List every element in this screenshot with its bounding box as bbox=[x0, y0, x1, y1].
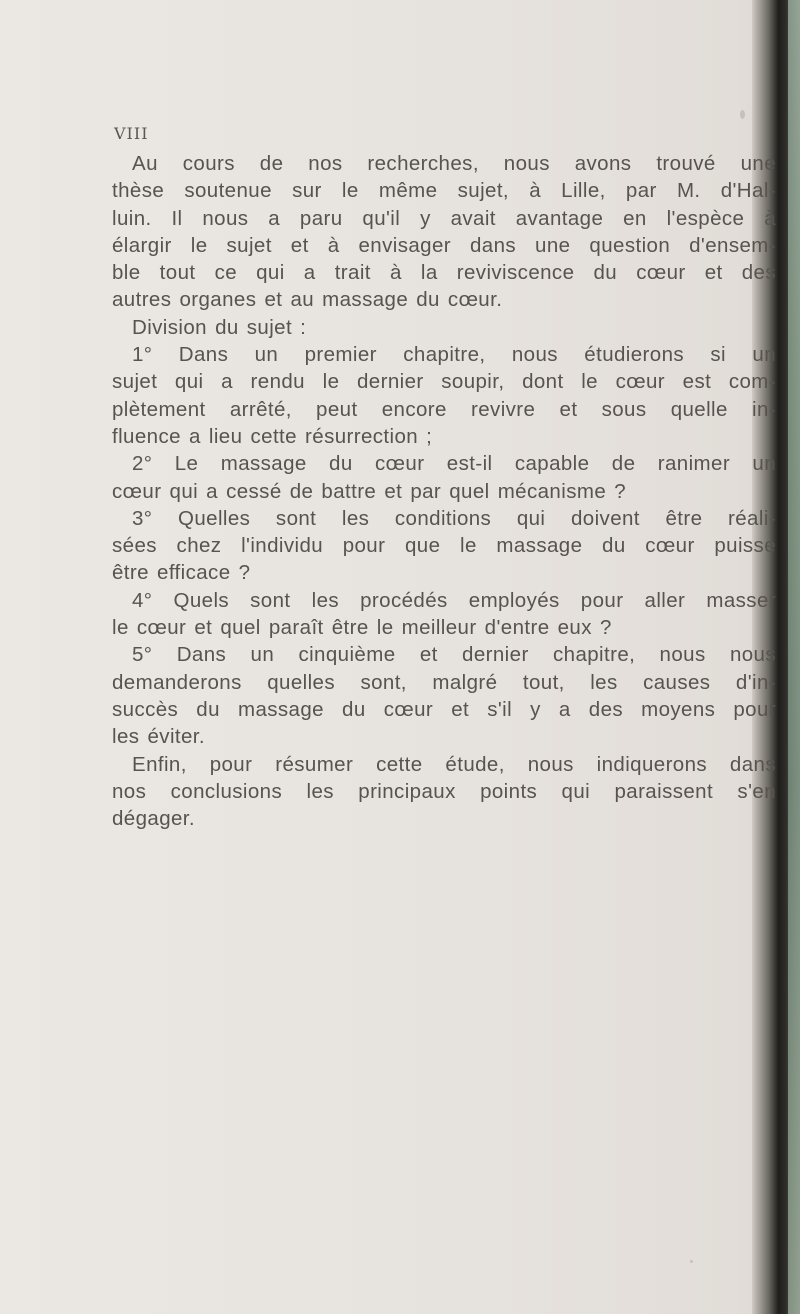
text-line: élargir le sujet et à envisager dans une question d'ensem- bbox=[112, 233, 776, 257]
text-line: succès du massage du cœur et s'il y a des moyens pour bbox=[112, 697, 776, 721]
text-line: Division du sujet : bbox=[132, 315, 307, 339]
text-line: fluence a lieu cette résurrection ; bbox=[112, 424, 433, 448]
text-line: 5° Dans un cinquième et dernier chapitre, nous nous bbox=[132, 643, 776, 667]
text-line: 3° Quelles sont les conditions qui doivent être réali- bbox=[132, 506, 776, 530]
text-line: sées chez l'individu pour que le massage du cœur puisse bbox=[112, 534, 776, 558]
text-line: être efficace ? bbox=[112, 561, 251, 585]
text-line: autres organes et au massage du cœur. bbox=[112, 288, 503, 312]
text-line: plètement arrêté, peut encore revivre et sous quelle in- bbox=[112, 397, 776, 421]
page-number: VIII bbox=[114, 124, 149, 143]
text-line: 4° Quels sont les procédés employés pour aller masser bbox=[132, 588, 776, 612]
foxing-spot bbox=[740, 110, 745, 119]
foxing-spot bbox=[690, 1260, 693, 1263]
text-line: Enfin, pour résumer cette étude, nous indiquerons dans bbox=[132, 752, 776, 776]
spine-binding bbox=[788, 0, 800, 1314]
text-line: le cœur et quel paraît être le meilleur d'entre eux ? bbox=[112, 616, 612, 640]
text-line: luin. Il nous a paru qu'il y avait avantage en l'espèce à bbox=[112, 206, 776, 230]
text-line: 2° Le massage du cœur est-il capable de ranimer un bbox=[132, 452, 776, 476]
text-line: dégager. bbox=[112, 807, 195, 831]
text-line: cœur qui a cessé de battre et par quel mécanisme ? bbox=[112, 479, 627, 503]
text-line: nos conclusions les principaux points qui paraissent s'en bbox=[112, 779, 776, 803]
body-text bbox=[112, 150, 776, 832]
text-line: les éviter. bbox=[112, 725, 205, 749]
text-line: thèse soutenue sur le même sujet, à Lille, par M. d'Hal- bbox=[112, 179, 776, 203]
text-line: sujet qui a rendu le dernier soupir, dont le cœur est com- bbox=[112, 370, 776, 394]
text-line: ble tout ce qui a trait à la reviviscence du cœur et des bbox=[112, 261, 776, 285]
text-line: 1° Dans un premier chapitre, nous étudierons si un bbox=[132, 343, 776, 367]
text-line: Au cours de nos recherches, nous avons trouvé une bbox=[132, 152, 776, 175]
text-line: demanderons quelles sont, malgré tout, les causes d'in- bbox=[112, 670, 776, 694]
